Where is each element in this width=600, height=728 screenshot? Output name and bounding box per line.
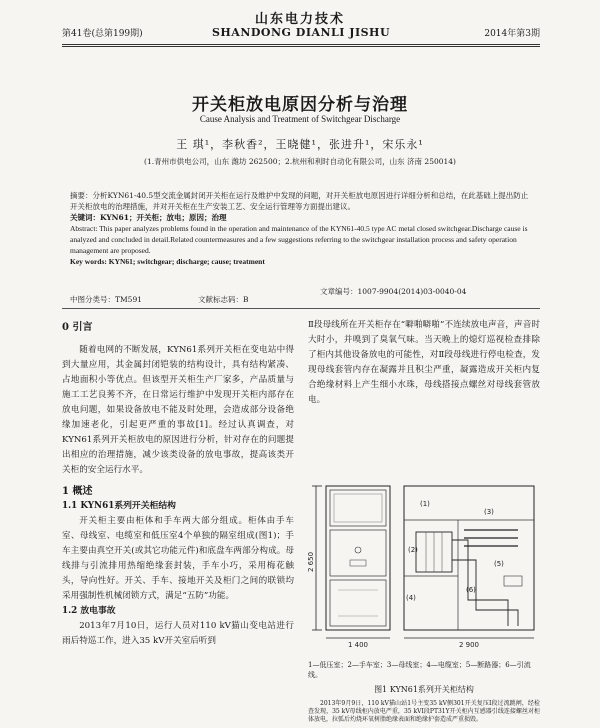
article-number: 文章编号：1007-9904(2014)03-0040-04 — [320, 287, 467, 296]
keywords-en: Key words: KYN61; switchgear; discharge; cause; treatment — [70, 257, 265, 266]
clc-number: 中图分类号：TM591 — [70, 295, 142, 304]
volume-info: 第41卷(总第199期) — [62, 29, 143, 39]
english-title: Cause Analysis and Treatment of Switchgear Discharge — [199, 114, 401, 124]
label-6: (6) — [466, 586, 476, 594]
subsection-structure-heading: 1.1 KYN61系列开关柜结构 — [62, 501, 176, 511]
label-3: (3) — [484, 508, 494, 516]
issue-info: 2014年第3期 — [484, 29, 540, 39]
lead-wire — [452, 540, 508, 626]
abstract-en: Abstract: This paper analyzes problems found in the operation and maintenance of the KYN61-40.5 type AC metal closed switchgear.Discharge cause is analyzed and concluded in detail.Related countermeasures and a few suggestions referring to the switchgear installation process and safety operation management are proposed. — [70, 224, 528, 255]
front-cable-door — [330, 580, 386, 626]
doc-code: 文献标志码：B — [198, 295, 249, 304]
figure-legend: 1—低压室；2—手车室；3—母线室；4—电缆室；5—断路器；6—引流线。 — [308, 661, 531, 679]
abstract-block — [70, 190, 532, 267]
switchgear-structure-figure — [308, 480, 540, 656]
section-intro-heading: 0 引言 — [62, 322, 93, 333]
authors: 王 琪¹，李秋香²，王晓健¹，张进升¹，宋乐永¹ — [176, 138, 424, 151]
keywords-cn: 关键词：KYN61；开关柜；放电；原因；治理 — [70, 213, 227, 222]
front-low-voltage-door — [330, 490, 386, 526]
structure-paragraph: 开关柜主要由柜体和手车两大部分组成。柜体由手车室、母线室、电缆室和低压室4个单独的隔室组成(图1)；手车主要由真空开关(或其它功能元件)和底盘车两部分构成。母线排与引流排用热缩绝缘套封装，手车小巧，采用梅花触头，导向性好。开关、手车、接地开关及柜门之间的联锁均采用强制性机械闭锁方式，满足“五防”功能。 — [62, 516, 294, 601]
label-1: (1) — [420, 500, 430, 508]
accident-paragraph: 2013年7月10日，运行人员对110 kV猫山变电站进行雨后特巡工作，进入35 kV开关室后听到 — [62, 621, 294, 646]
figure-caption: 图1 KYN61系列开关柜结构 — [374, 685, 474, 694]
label-5: (5) — [494, 560, 504, 568]
abstract-cn: 摘要：分析KYN61-40.5型交流金属封闭开关柜在运行及维护中发现的问题，对开关柜放电原因进行详细分析和总结，在此基础上提出防止开关柜放电的治理措施，并对开关柜在生产安装工艺、安全运行管理等方面提出建议。 — [70, 191, 529, 211]
header-rule-2 — [62, 46, 540, 47]
label-2: (2) — [408, 546, 418, 554]
paper-title: 开关柜放电原因分析与治理 — [192, 95, 408, 115]
side-width-label: 2 900 — [458, 641, 480, 649]
intro-paragraph: 随着电网的不断发展，KYN61系列开关柜在变电站中得到大量应用，其金属封闭铠装的结构设计，具有结构紧凑、占地面积小等优点。但该型开关柜生产厂家多，产品质量与施工工艺良莠不齐，在日常运行维护中发现开关柜内部存在放电问题，如果设备放电不能及时处理，会造成部分设备绝缘加速老化，引起更严重的事故[1]。经过认真调查，对KYN61系列开关柜放电的原因进行分析，针对存在的问题提出相应的治理措施，减少该类设备的放电事故，提高该类开关柜的安全运行水平。 — [62, 345, 294, 475]
discharge-paragraph: Ⅱ段母线所在开关柜存在“噼啪噼啪”不连续放电声音，声音时大时小，并嗅到了臭氧气味。当天晚上的熄灯巡视检查排除了柜内其他设备放电的可能性，对Ⅱ段母线进行停电检查，发现母线套管内存在凝露并且积尘严重，凝露造成开关柜内复合绝缘材料上产生细小水珠，母线搭接点螺丝对母线套管放电。 — [308, 320, 540, 405]
right-column-bottom — [308, 700, 540, 724]
front-width-label: 1 400 — [347, 641, 369, 649]
journal-pinyin: SHANDONG DIANLI JISHU — [211, 26, 391, 39]
left-column — [62, 320, 294, 649]
subsection-accident-heading: 1.2 放电事故 — [62, 606, 116, 616]
trip-paragraph: 2013年9月9日，110 kV猫山站1号主变35 kV侧301开关复压Ⅰ段过流跳闸，经检查发现，35 kV母线柜内放电严重，35 kVⅠ段PT31Y开关柜内互感器引线连接螺丝对柜体放电，拉弧后灼烧环氧树脂绝缘表面和绝缘护套造成严重损毁。 — [308, 700, 540, 723]
header-rule — [62, 44, 540, 45]
abstract-rule — [62, 308, 540, 309]
label-4: (4) — [406, 594, 416, 602]
journal-name: 山东电力技术 — [254, 12, 345, 27]
height-dimension-label: 2 650 — [307, 551, 315, 573]
affiliations: (1.青州市供电公司，山东 潍坊 262500；2.杭州和利时自动化有限公司，山东 济南 250014) — [144, 157, 456, 166]
front-view-outline — [326, 486, 390, 630]
section-overview-heading: 1 概述 — [62, 486, 93, 497]
right-column-top — [308, 318, 540, 408]
